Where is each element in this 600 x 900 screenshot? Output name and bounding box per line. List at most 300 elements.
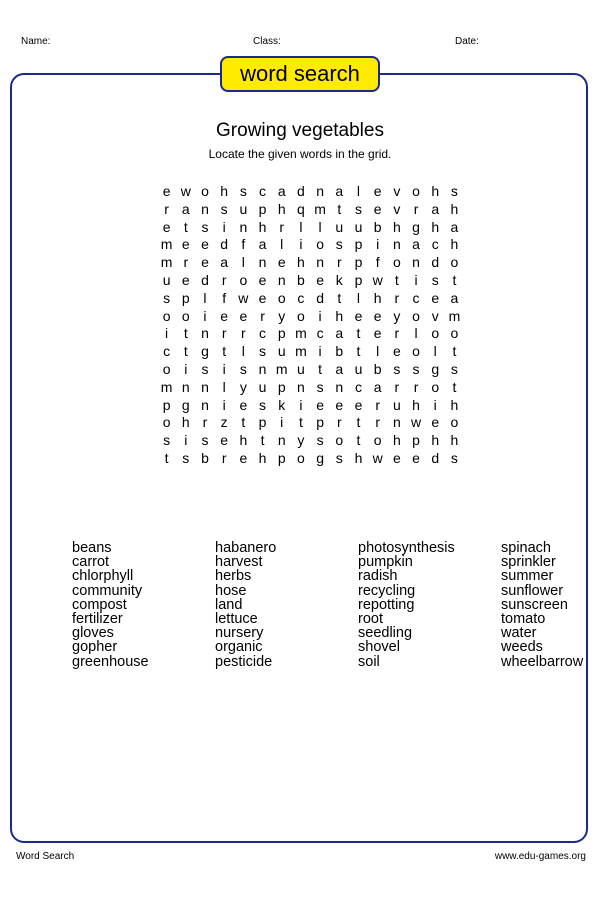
grid-row (157, 254, 464, 272)
grid-letter[interactable]: r (336, 414, 342, 431)
grid-letter[interactable]: s (259, 343, 267, 360)
grid-letter[interactable]: b (297, 271, 305, 288)
grid-row (157, 219, 464, 237)
grid-letter[interactable]: e (181, 271, 190, 288)
grid-letter[interactable]: o (450, 414, 459, 431)
grid-letter[interactable]: o (412, 183, 420, 199)
word-item: spinach (501, 540, 551, 556)
grid-letter[interactable]: t (452, 343, 457, 360)
grid-letter[interactable]: r (394, 325, 400, 342)
grid-row (157, 272, 464, 290)
grid-letter[interactable]: a (450, 218, 459, 235)
word-item: shovel (358, 639, 400, 656)
grid-letter[interactable]: i (433, 396, 437, 413)
word-item: sunflower (501, 582, 564, 599)
grid-letter[interactable]: r (375, 396, 380, 413)
grid-letter[interactable]: o (450, 325, 459, 342)
grid-letter[interactable]: b (373, 360, 382, 377)
grid-letter[interactable]: h (297, 254, 305, 271)
grid-letter[interactable]: i (222, 218, 226, 235)
grid-letter[interactable]: c (163, 343, 171, 360)
grid-letter[interactable]: f (222, 289, 227, 306)
grid-letter[interactable]: r (260, 307, 265, 324)
grid-letter[interactable]: u (162, 271, 171, 288)
grid-letter[interactable]: n (181, 378, 190, 395)
grid-letter[interactable]: n (201, 200, 209, 217)
grid-letter[interactable]: e (373, 307, 382, 324)
grid-letter[interactable]: s (354, 200, 362, 217)
grid-letter[interactable]: a (277, 183, 286, 199)
grid-letter[interactable]: k (278, 396, 286, 413)
grid-letter[interactable]: m (160, 254, 173, 271)
grid-letter[interactable]: q (297, 200, 305, 217)
grid-letter[interactable]: d (316, 289, 324, 306)
grid-letter[interactable]: s (450, 183, 458, 199)
grid-letter[interactable]: r (336, 254, 342, 271)
grid-letter[interactable]: t (222, 343, 227, 360)
grid-letter[interactable]: s (316, 378, 324, 395)
word-item: hose (215, 582, 247, 599)
grid-letter[interactable]: o (412, 307, 420, 324)
grid-letter[interactable]: y (278, 307, 286, 324)
grid-letter[interactable]: e (181, 236, 190, 253)
grid-letter[interactable]: s (393, 360, 401, 377)
grid-letter[interactable]: p (277, 449, 286, 466)
grid-letter[interactable]: r (183, 254, 189, 271)
grid-letter[interactable]: p (258, 200, 267, 217)
grid-letter[interactable]: c (259, 325, 267, 342)
grid-letter[interactable]: e (316, 396, 324, 413)
grid-letter[interactable]: o (162, 360, 171, 377)
grid-letter[interactable]: i (318, 307, 322, 324)
grid-letter[interactable]: p (277, 325, 286, 342)
instructions: Locate the given words in the grid. (208, 147, 392, 161)
grid-letter[interactable]: o (335, 432, 344, 449)
grid-letter[interactable]: o (392, 254, 401, 271)
grid-letter[interactable]: h (392, 432, 401, 449)
grid-letter[interactable]: m (275, 360, 288, 377)
grid-letter[interactable]: h (431, 432, 440, 449)
grid-letter[interactable]: s (316, 432, 324, 449)
grid-letter[interactable]: r (221, 449, 227, 466)
grid-letter[interactable]: i (280, 414, 284, 431)
grid-letter[interactable]: t (452, 271, 457, 288)
grid-letter[interactable]: a (335, 325, 344, 342)
grid-letter[interactable]: f (241, 236, 246, 253)
word-search-badge: word search (220, 56, 380, 92)
grid-letter[interactable]: h (354, 449, 363, 466)
grid-letter[interactable]: e (277, 254, 286, 271)
grid-letter[interactable]: a (258, 236, 267, 253)
word-item: gloves (72, 625, 114, 642)
grid-letter[interactable]: t (298, 414, 303, 431)
grid-letter[interactable]: i (222, 360, 226, 377)
name-label: Name: (21, 36, 51, 47)
word-item: land (215, 596, 243, 613)
grid-letter[interactable]: v (393, 200, 401, 217)
word-list-column-2 (215, 541, 276, 669)
grid-letter[interactable]: e (201, 236, 209, 253)
grid-letter[interactable]: u (354, 218, 363, 235)
grid-letter[interactable]: m (448, 307, 461, 324)
grid-letter[interactable]: a (335, 183, 344, 199)
grid-letter[interactable]: s (163, 432, 171, 449)
grid-letter[interactable]: u (297, 360, 305, 377)
grid-letter[interactable]: i (299, 396, 303, 413)
grid-letter[interactable]: e (258, 271, 267, 288)
grid-letter[interactable]: m (160, 378, 173, 395)
grid-letter[interactable]: t (337, 289, 342, 306)
grid-letter[interactable]: o (162, 414, 171, 431)
grid-letter[interactable]: r (394, 289, 400, 306)
grid-letter[interactable]: h (450, 200, 459, 217)
grid-letter[interactable]: s (450, 449, 458, 466)
grid-letter[interactable]: r (221, 325, 227, 342)
grid-letter[interactable]: n (392, 236, 401, 253)
grid-letter[interactable]: e (220, 432, 229, 449)
grid-letter[interactable]: r (221, 271, 227, 288)
grid-letter[interactable]: g (316, 449, 324, 466)
grid-letter[interactable]: g (201, 343, 209, 360)
word-item: weeds (501, 639, 543, 656)
word-item: beans (72, 540, 112, 556)
grid-letter[interactable]: r (413, 378, 419, 395)
grid-letter[interactable]: l (356, 289, 361, 306)
grid-letter[interactable]: e (201, 254, 209, 271)
grid-letter[interactable]: m (314, 200, 326, 217)
grid-letter[interactable]: t (394, 271, 399, 288)
grid-letter[interactable]: p (354, 271, 363, 288)
grid-letter[interactable]: t (356, 325, 361, 342)
grid-letter[interactable]: l (241, 343, 245, 360)
grid-letter[interactable]: u (277, 343, 286, 360)
grid-letter[interactable]: t (452, 378, 457, 395)
grid-letter[interactable]: a (450, 289, 459, 306)
word-item: photosynthesis (358, 540, 455, 556)
grid-letter[interactable]: n (201, 378, 209, 395)
grid-letter[interactable]: w (410, 414, 422, 431)
grid-letter[interactable]: e (162, 218, 171, 235)
grid-letter[interactable]: s (201, 218, 209, 235)
grid-letter[interactable]: l (318, 218, 322, 235)
grid-letter[interactable]: l (299, 218, 303, 235)
grid-letter[interactable]: h (431, 218, 440, 235)
grid-letter[interactable]: c (259, 183, 267, 199)
grid-letter[interactable]: e (431, 289, 440, 306)
word-list-column-1 (72, 541, 149, 669)
grid-row (157, 236, 464, 254)
grid-letter[interactable]: e (239, 307, 248, 324)
grid-letter[interactable]: n (392, 414, 401, 431)
grid-letter[interactable]: n (316, 254, 324, 271)
grid-letter[interactable]: a (335, 360, 344, 377)
grid-letter[interactable]: d (431, 449, 440, 466)
grid-letter[interactable]: n (201, 325, 209, 342)
grid-letter[interactable]: e (354, 396, 363, 413)
grid-letter[interactable]: i (299, 236, 303, 253)
grid-letter[interactable]: o (239, 271, 248, 288)
grid-letter[interactable]: w (372, 271, 383, 288)
word-item: soil (358, 653, 380, 670)
grid-letter[interactable]: m (160, 236, 173, 253)
grid-letter[interactable]: h (335, 307, 344, 324)
grid-letter[interactable]: p (181, 289, 190, 306)
word-list-column-3 (358, 541, 455, 669)
word-item: summer (501, 568, 554, 585)
grid-letter[interactable]: b (373, 218, 382, 235)
grid-letter[interactable]: c (431, 236, 439, 253)
grid-letter[interactable]: e (431, 414, 440, 431)
grid-letter[interactable]: r (164, 200, 169, 217)
word-item: repotting (358, 596, 415, 613)
grid-letter[interactable]: z (220, 414, 228, 431)
grid-letter[interactable]: i (222, 396, 226, 413)
grid-letter[interactable]: o (450, 254, 459, 271)
grid-letter[interactable]: i (184, 360, 188, 377)
grid-letter[interactable]: v (393, 183, 401, 199)
word-item: nursery (215, 625, 264, 642)
grid-letter[interactable]: r (394, 378, 400, 395)
grid-letter[interactable]: p (277, 378, 286, 395)
grid-letter[interactable]: s (182, 449, 190, 466)
grid-letter[interactable]: n (277, 432, 286, 449)
grid-letter[interactable]: o (297, 449, 305, 466)
grid-letter[interactable]: a (431, 200, 440, 217)
grid-letter[interactable]: u (335, 218, 344, 235)
grid-letter[interactable]: a (412, 236, 420, 253)
grid-letter[interactable]: e (220, 307, 229, 324)
grid-letter[interactable]: b (335, 343, 344, 360)
class-label: Class: (253, 36, 281, 47)
grid-letter[interactable]: n (316, 183, 324, 199)
grid-letter[interactable]: w (238, 289, 249, 306)
grid-letter[interactable]: p (258, 414, 267, 431)
grid-letter[interactable]: g (431, 360, 440, 377)
grid-letter[interactable]: t (183, 325, 188, 342)
grid-letter[interactable]: r (413, 200, 419, 217)
grid-letter[interactable]: e (373, 183, 382, 199)
grid-letter[interactable]: o (162, 307, 171, 324)
grid-letter[interactable]: y (297, 432, 305, 449)
grid-letter[interactable]: p (412, 432, 420, 449)
grid-letter[interactable]: h (258, 218, 267, 235)
grid-letter[interactable]: e (239, 396, 248, 413)
footer-title: Word Search (16, 851, 75, 862)
word-item: herbs (215, 568, 252, 585)
grid-letter[interactable]: n (335, 378, 344, 395)
grid-letter[interactable]: c (354, 378, 362, 395)
grid-letter[interactable]: i (165, 325, 169, 342)
grid-letter[interactable]: h (450, 432, 459, 449)
grid-letter[interactable]: m (295, 325, 307, 342)
grid-letter[interactable]: h (450, 396, 459, 413)
grid-letter[interactable]: o (431, 325, 440, 342)
word-item: tomato (501, 611, 546, 628)
grid-letter[interactable]: t (164, 449, 169, 466)
grid-letter[interactable]: l (414, 325, 418, 342)
grid-letter[interactable]: g (181, 396, 190, 413)
grid-letter[interactable]: d (431, 254, 440, 271)
grid-letter[interactable]: w (180, 183, 191, 199)
grid-letter[interactable]: o (201, 183, 209, 199)
grid-letter[interactable]: h (450, 236, 459, 253)
grid-letter[interactable]: i (414, 271, 418, 288)
grid-letter[interactable]: u (258, 378, 267, 395)
grid-letter[interactable]: l (241, 254, 245, 271)
grid-letter[interactable]: c (316, 325, 324, 342)
grid-letter[interactable]: n (412, 254, 420, 271)
grid-letter[interactable]: h (373, 289, 382, 306)
grid-letter[interactable]: t (337, 200, 342, 217)
grid-letter[interactable]: f (375, 254, 380, 271)
grid-letter[interactable]: i (318, 343, 322, 360)
grid-letter[interactable]: e (412, 449, 420, 466)
letter-grid (157, 183, 464, 468)
grid-letter[interactable]: h (277, 200, 286, 217)
grid-letter[interactable]: p (162, 396, 171, 413)
grid-letter[interactable]: c (297, 289, 305, 306)
grid-letter[interactable]: l (280, 236, 284, 253)
grid-letter[interactable]: t (356, 343, 361, 360)
grid-letter[interactable]: r (241, 325, 246, 342)
grid-letter[interactable]: n (258, 360, 267, 377)
grid-letter[interactable]: i (203, 307, 207, 324)
grid-letter[interactable]: e (258, 289, 267, 306)
grid-letter[interactable]: u (354, 360, 363, 377)
grid-letter[interactable]: o (277, 289, 286, 306)
grid-row (157, 343, 464, 361)
word-item: lettuce (215, 611, 258, 628)
grid-letter[interactable]: w (372, 449, 383, 466)
grid-letter[interactable]: k (335, 271, 343, 288)
word-item: wheelbarrow (501, 653, 584, 670)
grid-letter[interactable]: y (393, 307, 401, 324)
word-item: pumpkin (358, 554, 413, 571)
grid-letter[interactable]: o (373, 432, 382, 449)
grid-letter[interactable]: r (375, 414, 380, 431)
grid-letter[interactable]: s (220, 200, 228, 217)
grid-letter[interactable]: n (258, 254, 267, 271)
grid-letter[interactable]: s (450, 360, 458, 377)
grid-letter[interactable]: a (220, 254, 229, 271)
grid-letter[interactable]: l (356, 183, 361, 199)
grid-letter[interactable]: l (376, 343, 380, 360)
word-item: root (358, 611, 383, 628)
grid-letter[interactable]: e (239, 449, 248, 466)
grid-letter[interactable]: s (201, 432, 209, 449)
word-item: fertilizer (72, 611, 123, 628)
grid-letter[interactable]: h (258, 449, 267, 466)
grid-letter[interactable]: l (222, 378, 226, 395)
grid-letter[interactable]: e (335, 396, 344, 413)
grid-letter[interactable]: e (392, 343, 401, 360)
grid-letter[interactable]: s (335, 449, 343, 466)
grid-letter[interactable]: s (335, 236, 343, 253)
grid-row (157, 397, 464, 415)
grid-letter[interactable]: h (181, 414, 190, 431)
grid-letter[interactable]: o (181, 307, 190, 324)
word-item: greenhouse (72, 653, 149, 670)
grid-row (157, 432, 464, 450)
grid-letter[interactable]: t (356, 414, 361, 431)
grid-letter[interactable]: h (392, 218, 401, 235)
grid-letter[interactable]: v (431, 307, 439, 324)
grid-letter[interactable]: u (392, 396, 401, 413)
grid-letter[interactable]: e (162, 183, 171, 199)
grid-letter[interactable]: y (239, 378, 247, 395)
grid-letter[interactable]: s (201, 360, 209, 377)
grid-letter[interactable]: n (297, 378, 305, 395)
grid-letter[interactable]: t (183, 218, 188, 235)
grid-letter[interactable]: d (201, 271, 209, 288)
grid-letter[interactable]: p (316, 414, 324, 431)
grid-letter[interactable]: s (431, 271, 439, 288)
grid-letter[interactable]: t (241, 414, 246, 431)
grid-letter[interactable]: t (260, 432, 265, 449)
grid-letter[interactable]: a (181, 200, 190, 217)
grid-letter[interactable]: p (354, 236, 363, 253)
grid-letter[interactable]: o (431, 378, 440, 395)
grid-letter[interactable]: h (412, 396, 420, 413)
grid-letter[interactable]: s (412, 360, 420, 377)
grid-letter[interactable]: i (184, 432, 188, 449)
grid-letter[interactable]: n (239, 218, 248, 235)
grid-letter[interactable]: n (201, 396, 209, 413)
grid-letter[interactable]: e (373, 325, 382, 342)
grid-letter[interactable]: t (356, 432, 361, 449)
grid-letter[interactable]: c (412, 289, 420, 306)
grid-letter[interactable]: d (220, 236, 229, 253)
grid-letter[interactable]: n (277, 271, 286, 288)
grid-letter[interactable]: p (354, 254, 363, 271)
grid-letter[interactable]: l (203, 289, 207, 306)
word-item: harvest (215, 554, 263, 571)
grid-letter[interactable]: h (239, 432, 248, 449)
word-item: recycling (358, 582, 416, 599)
grid-letter[interactable]: s (259, 396, 267, 413)
grid-letter[interactable]: a (373, 378, 382, 395)
grid-letter[interactable]: e (316, 271, 324, 288)
grid-letter[interactable]: r (279, 218, 285, 235)
grid-letter[interactable]: m (295, 343, 307, 360)
grid-letter[interactable]: l (433, 343, 437, 360)
grid-letter[interactable]: s (163, 289, 171, 306)
grid-letter[interactable]: o (297, 307, 305, 324)
grid-letter[interactable]: e (354, 307, 363, 324)
grid-letter[interactable]: i (376, 236, 380, 253)
grid-letter[interactable]: o (412, 343, 420, 360)
grid-letter[interactable]: t (318, 360, 323, 377)
word-item: habanero (215, 540, 277, 556)
grid-letter[interactable]: e (392, 449, 401, 466)
grid-letter[interactable]: d (297, 183, 305, 199)
grid-letter[interactable]: s (239, 183, 247, 199)
grid-letter[interactable]: u (239, 200, 248, 217)
grid-letter[interactable]: h (220, 183, 229, 199)
grid-letter[interactable]: h (431, 183, 440, 199)
grid-letter[interactable]: g (412, 218, 420, 235)
grid-letter[interactable]: e (373, 200, 382, 217)
grid-row (157, 379, 464, 397)
grid-letter[interactable]: r (202, 414, 208, 431)
grid-letter[interactable]: s (239, 360, 247, 377)
grid-row (157, 183, 464, 201)
word-list-column-4 (501, 541, 583, 669)
grid-letter[interactable]: o (316, 236, 324, 253)
word-item: carrot (72, 554, 110, 571)
grid-letter[interactable]: t (183, 343, 188, 360)
grid-letter[interactable]: b (201, 449, 209, 466)
